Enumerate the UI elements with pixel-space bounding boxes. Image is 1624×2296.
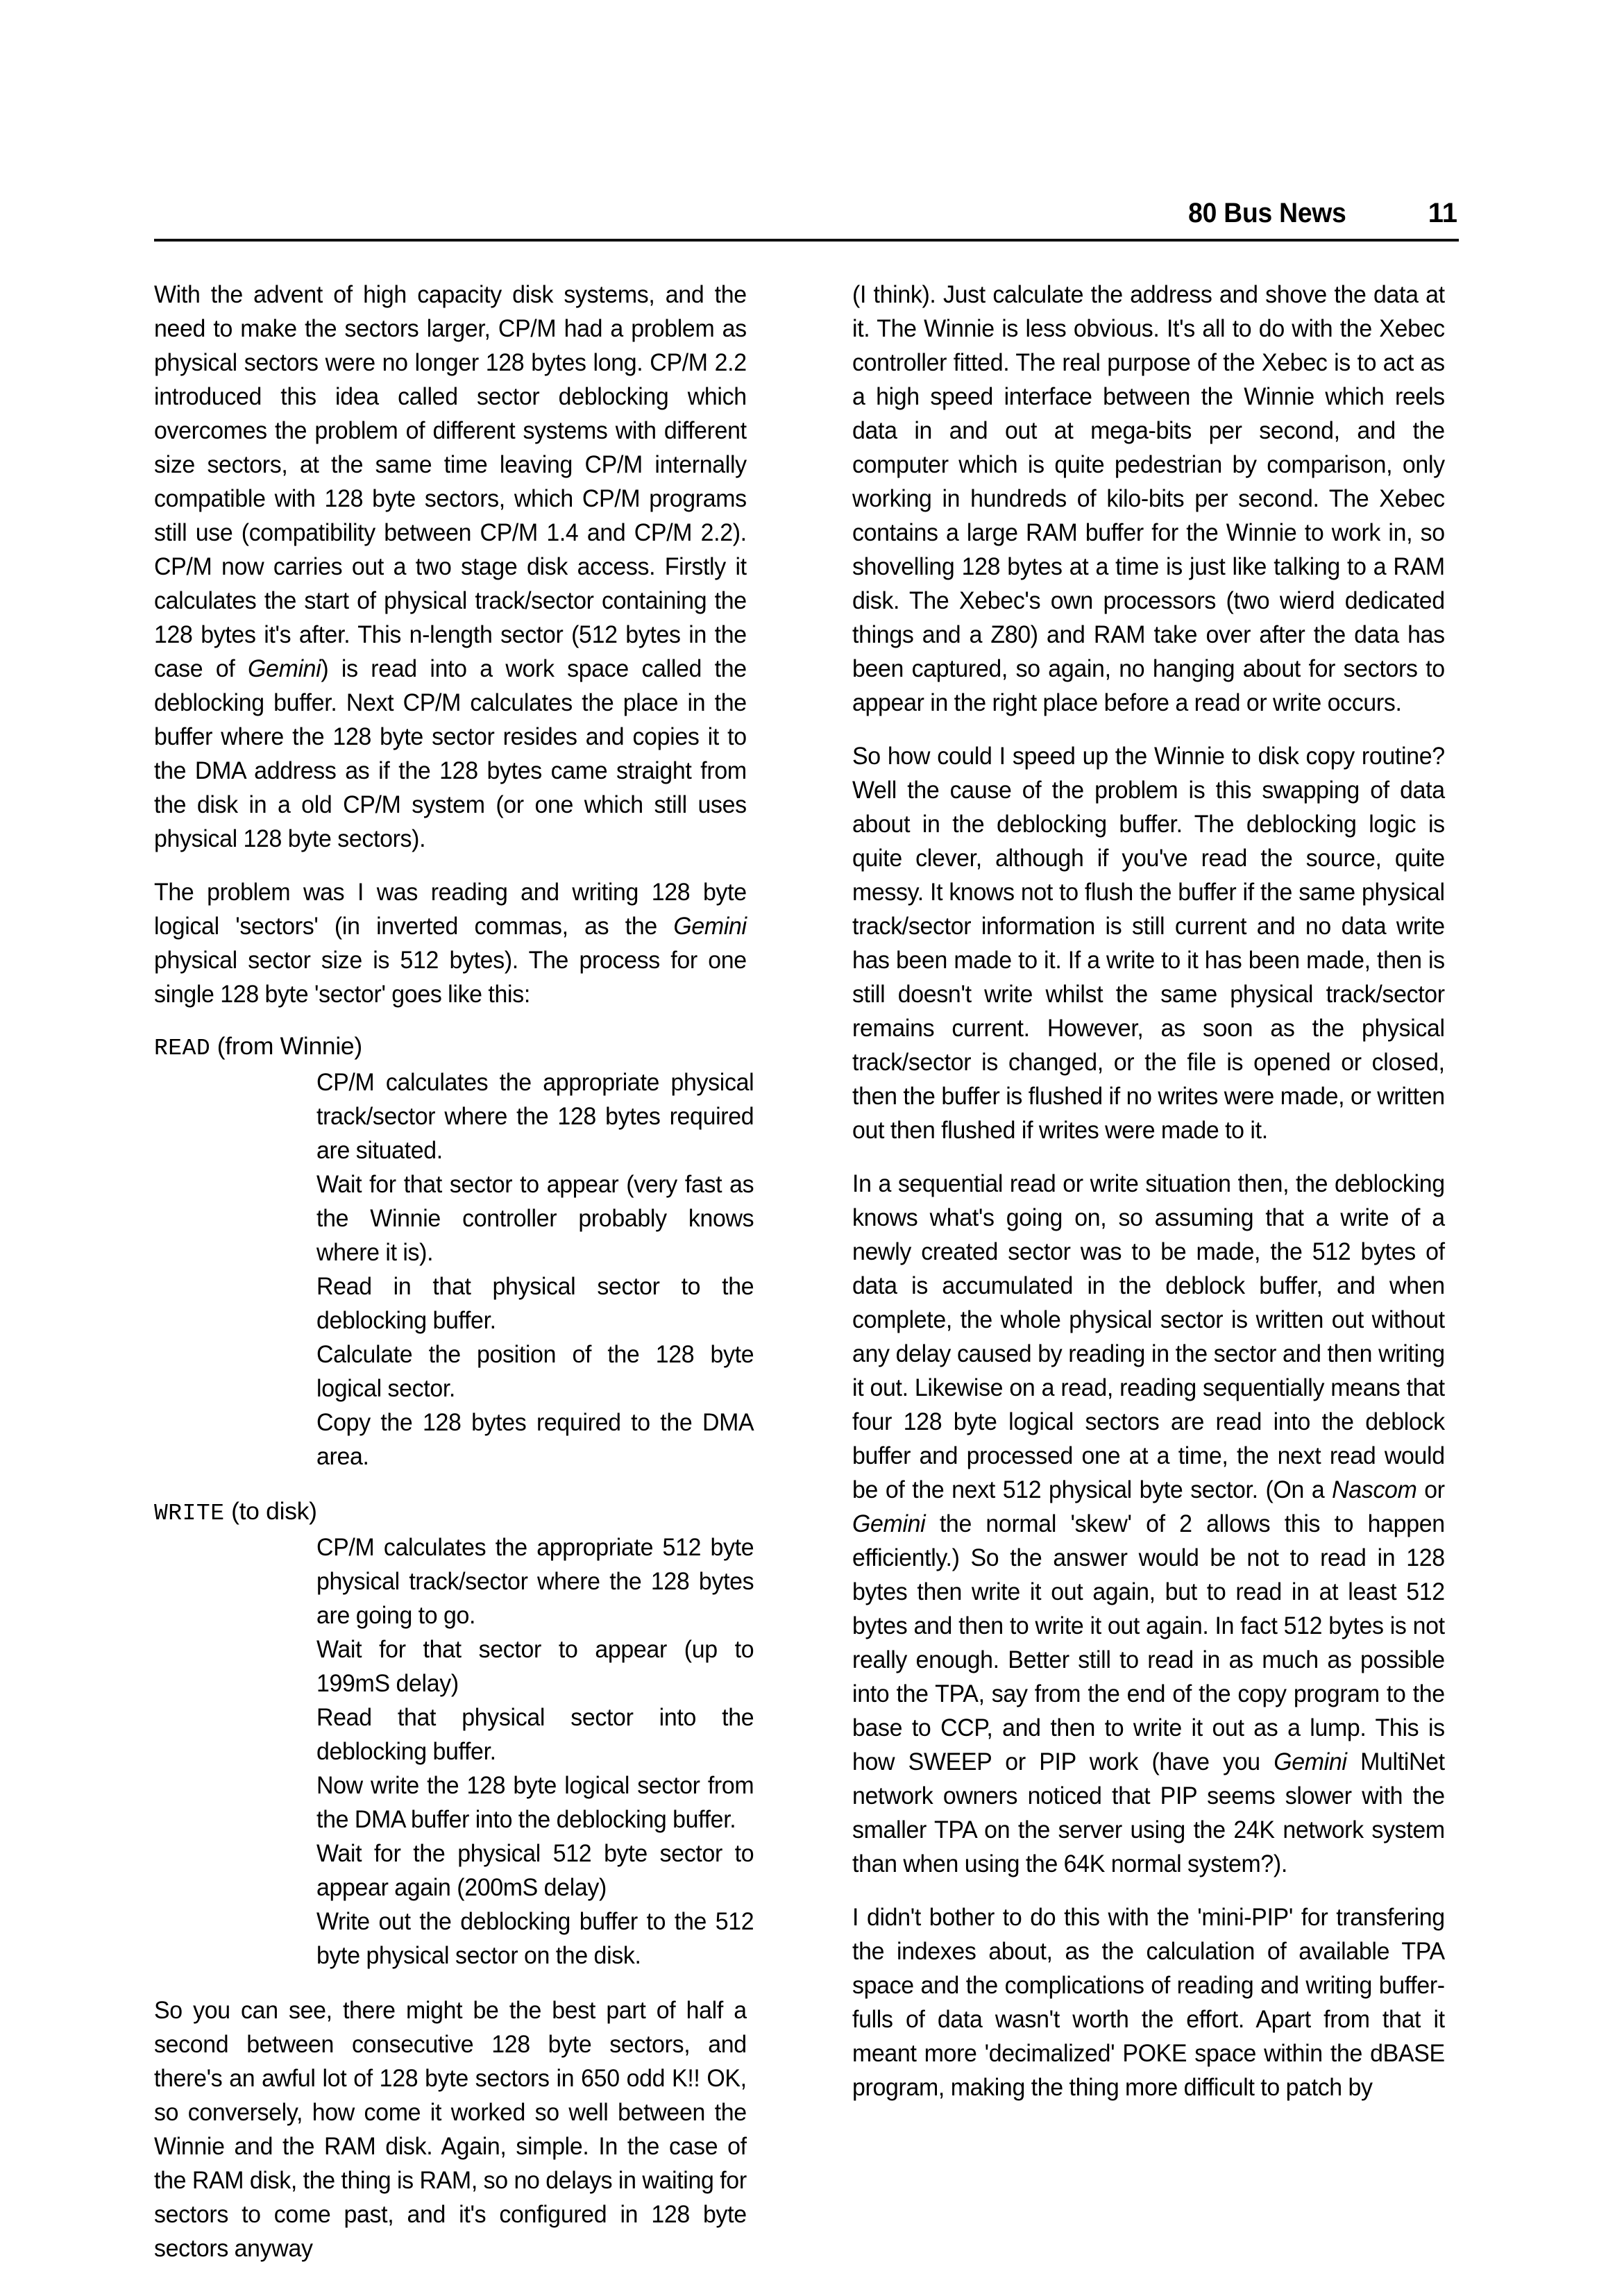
paragraph-xebec: (I think). Just calculate the address and shove the data at it. The Winnie is less obvious. It's all to do with the Xebec controller fitted. The real purpose of the Xebec is to act as a high speed interface between the Winnie which reels data in and out at mega-bits per second, and the computer which is quite pedestrian by comparison, only working in hundreds of kilo-bits per second. The Xebec contains a large RAM buffer for the Winnie to work in, so shovelling 128 bytes at a time is just like talking to a RAM disk. The Xebec's own processors (two wierd dedicated things and a Z80) and RAM take over after the data has been captured, so again, no hanging about for sectors to appear in the right place before a read or write occurs. [852, 280, 1445, 716]
paragraph-problem [154, 875, 747, 1011]
paragraph-sequential-conjunction: or [1416, 1476, 1445, 1503]
running-head [154, 186, 1457, 242]
write-procedure-heading [154, 1494, 775, 1530]
paragraph-minipip: I didn't bother to do this with the 'mini-PIP' for transfering the indexes about, as the calculation of available TPA space and the complications of reading and writing buffer-fulls of data wasn't worth the effort. Apart from that it meant more 'decimalized' POKE space within the dBASE program, making the thing more difficult to patch by [852, 1903, 1445, 2101]
paragraph-closing: So you can see, there might be the best part of half a second between consecutive 128 byte sectors, and there's an awful lot of 128 byte sectors in 650 odd K!! OK, so conversely, how come it worked so well between the Winnie and the RAM disk. Again, simple. In the case of the RAM disk, the thing is RAM, so no delays in waiting for sectors to come past, and it's configured in 128 byte sectors anyway [154, 1996, 747, 2262]
paragraph-problem-part2: physical sector size is 512 bytes). The process for one single 128 byte 'sector' goes like this: [154, 946, 747, 1008]
paragraph-sequential-part3: MultiNet network owners noticed that PIP seems slower with the smaller TPA on the server using the 24K network system than when using the 64K normal system?). [852, 1748, 1445, 1877]
page-number: 11 [1428, 198, 1457, 228]
read-procedure-heading [154, 1029, 775, 1065]
read-step: Wait for that sector to appear (very fast as the Winnie controller probably knows where it is). [316, 1170, 754, 1266]
write-step: Now write the 128 byte logical sector from the DMA buffer into the deblocking buffer. [316, 1771, 754, 1833]
write-step: Wait for the physical 512 byte sector to appear again (200mS delay) [316, 1839, 754, 1901]
write-step: CP/M calculates the appropriate 512 byte physical track/sector where the 128 bytes are going to go. [316, 1533, 754, 1629]
read-step: Calculate the position of the 128 byte logical sector. [316, 1340, 754, 1402]
product-name-nascom: Nascom [1332, 1476, 1417, 1503]
paragraph-intro [154, 278, 747, 856]
read-keyword: READ [154, 1036, 211, 1061]
read-step: Read in that physical sector to the deblocking buffer. [316, 1272, 754, 1334]
read-step: CP/M calculates the appropriate physical track/sector where the 128 bytes required are situated. [316, 1068, 754, 1164]
left-column [154, 278, 775, 2265]
write-keyword: WRITE [154, 1501, 225, 1526]
paragraph-intro-part2: ) is read into a work space called the deblocking buffer. Next CP/M calculates the place in the buffer where the 128 byte sector resides and copies it to the DMA address as if the 128 bytes came straight from the disk in a old CP/M system (or one which still uses physical 128 byte sectors). [154, 655, 747, 852]
write-step: Write out the deblocking buffer to the 512 byte physical sector on the disk. [316, 1907, 754, 1969]
right-column [852, 278, 1473, 2265]
write-step: Wait for that sector to appear (up to 199mS delay) [316, 1635, 754, 1697]
write-qualifier: (to disk) [224, 1497, 317, 1525]
paragraph-sequential-part1: In a sequential read or write situation then, the deblocking knows what's going on, so assuming that a write of a newly created sector was to be made, the 512 bytes of data is accumulated in the deblock buffer, and when complete, the whole physical sector is written out without any delay caused by reading in the sector and then writing it out. Likewise on a read, reading sequentially means that four 128 byte logical sectors are read into the deblock buffer and processed one at a time, the next read would be of the next 512 physical byte sector. (On a [852, 1170, 1445, 1503]
product-name-gemini: Gemini [248, 655, 321, 682]
write-procedure [154, 1494, 775, 1973]
read-step: Copy the 128 bytes required to the DMA area. [316, 1408, 754, 1470]
paragraph-sequential-part2: the normal 'skew' of 2 allows this to happen efficiently.) So the answer would be not to read in 128 bytes then write it out again, but to read in at least 512 bytes and then to write it out again. In fact 512 bytes is not really enough. Better still to read in as much as possible into the TPA, say from the end of the copy program to the base to CCP, and then to write it out as a lump. This is how SWEEP or PIP work (have you [852, 1510, 1445, 1775]
write-steps [316, 1530, 754, 1973]
header-rule [154, 239, 1459, 242]
read-steps [316, 1065, 754, 1474]
paragraph-intro-part1: With the advent of high capacity disk systems, and the need to make the sectors larger, CP/M had a problem as physical sectors were no longer 128 bytes long. CP/M 2.2 introduced this idea called sector deblocking which overcomes the problem of different systems with different size sectors, at the same time leaving CP/M internally compatible with 128 byte sectors, which CP/M programs still use (compatibility between CP/M 1.4 and CP/M 2.2). CP/M now carries out a two stage disk access. Firstly it calculates the start of physical track/sector containing the 128 bytes it's after. This n-length sector (512 bytes in the case of [154, 280, 747, 682]
body-columns [154, 278, 1473, 2265]
paragraph-problem-part1: The problem was I was reading and writing 128 byte logical 'sectors' (in inverted commas, as the [154, 878, 747, 940]
paragraph-speedup: So how could I speed up the Winnie to disk copy routine? Well the cause of the problem is this swapping of data about in the deblocking buffer. The deblocking logic is quite clever, although if you've read the source, quite messy. It knows not to flush the buffer if the same physical track/sector information is still current and no data write has been made to it. If a write to it has been made, then is still doesn't write whilst the same physical track/sector remains current. However, as soon as the physical track/sector is changed, or the file is opened or closed, then the buffer is flushed if no writes were made, or written out then flushed if writes were made to it. [852, 742, 1445, 1144]
publication-title: 80 Bus News [1188, 198, 1346, 228]
paragraph-sequential [852, 1167, 1445, 1881]
product-name-gemini: Gemini [673, 912, 747, 940]
product-name-gemini: Gemini [852, 1510, 926, 1537]
read-qualifier: (from Winnie) [210, 1032, 362, 1060]
product-name-gemini: Gemini [1274, 1748, 1347, 1775]
write-step: Read that physical sector into the deblocking buffer. [316, 1703, 754, 1765]
read-procedure [154, 1029, 775, 1474]
